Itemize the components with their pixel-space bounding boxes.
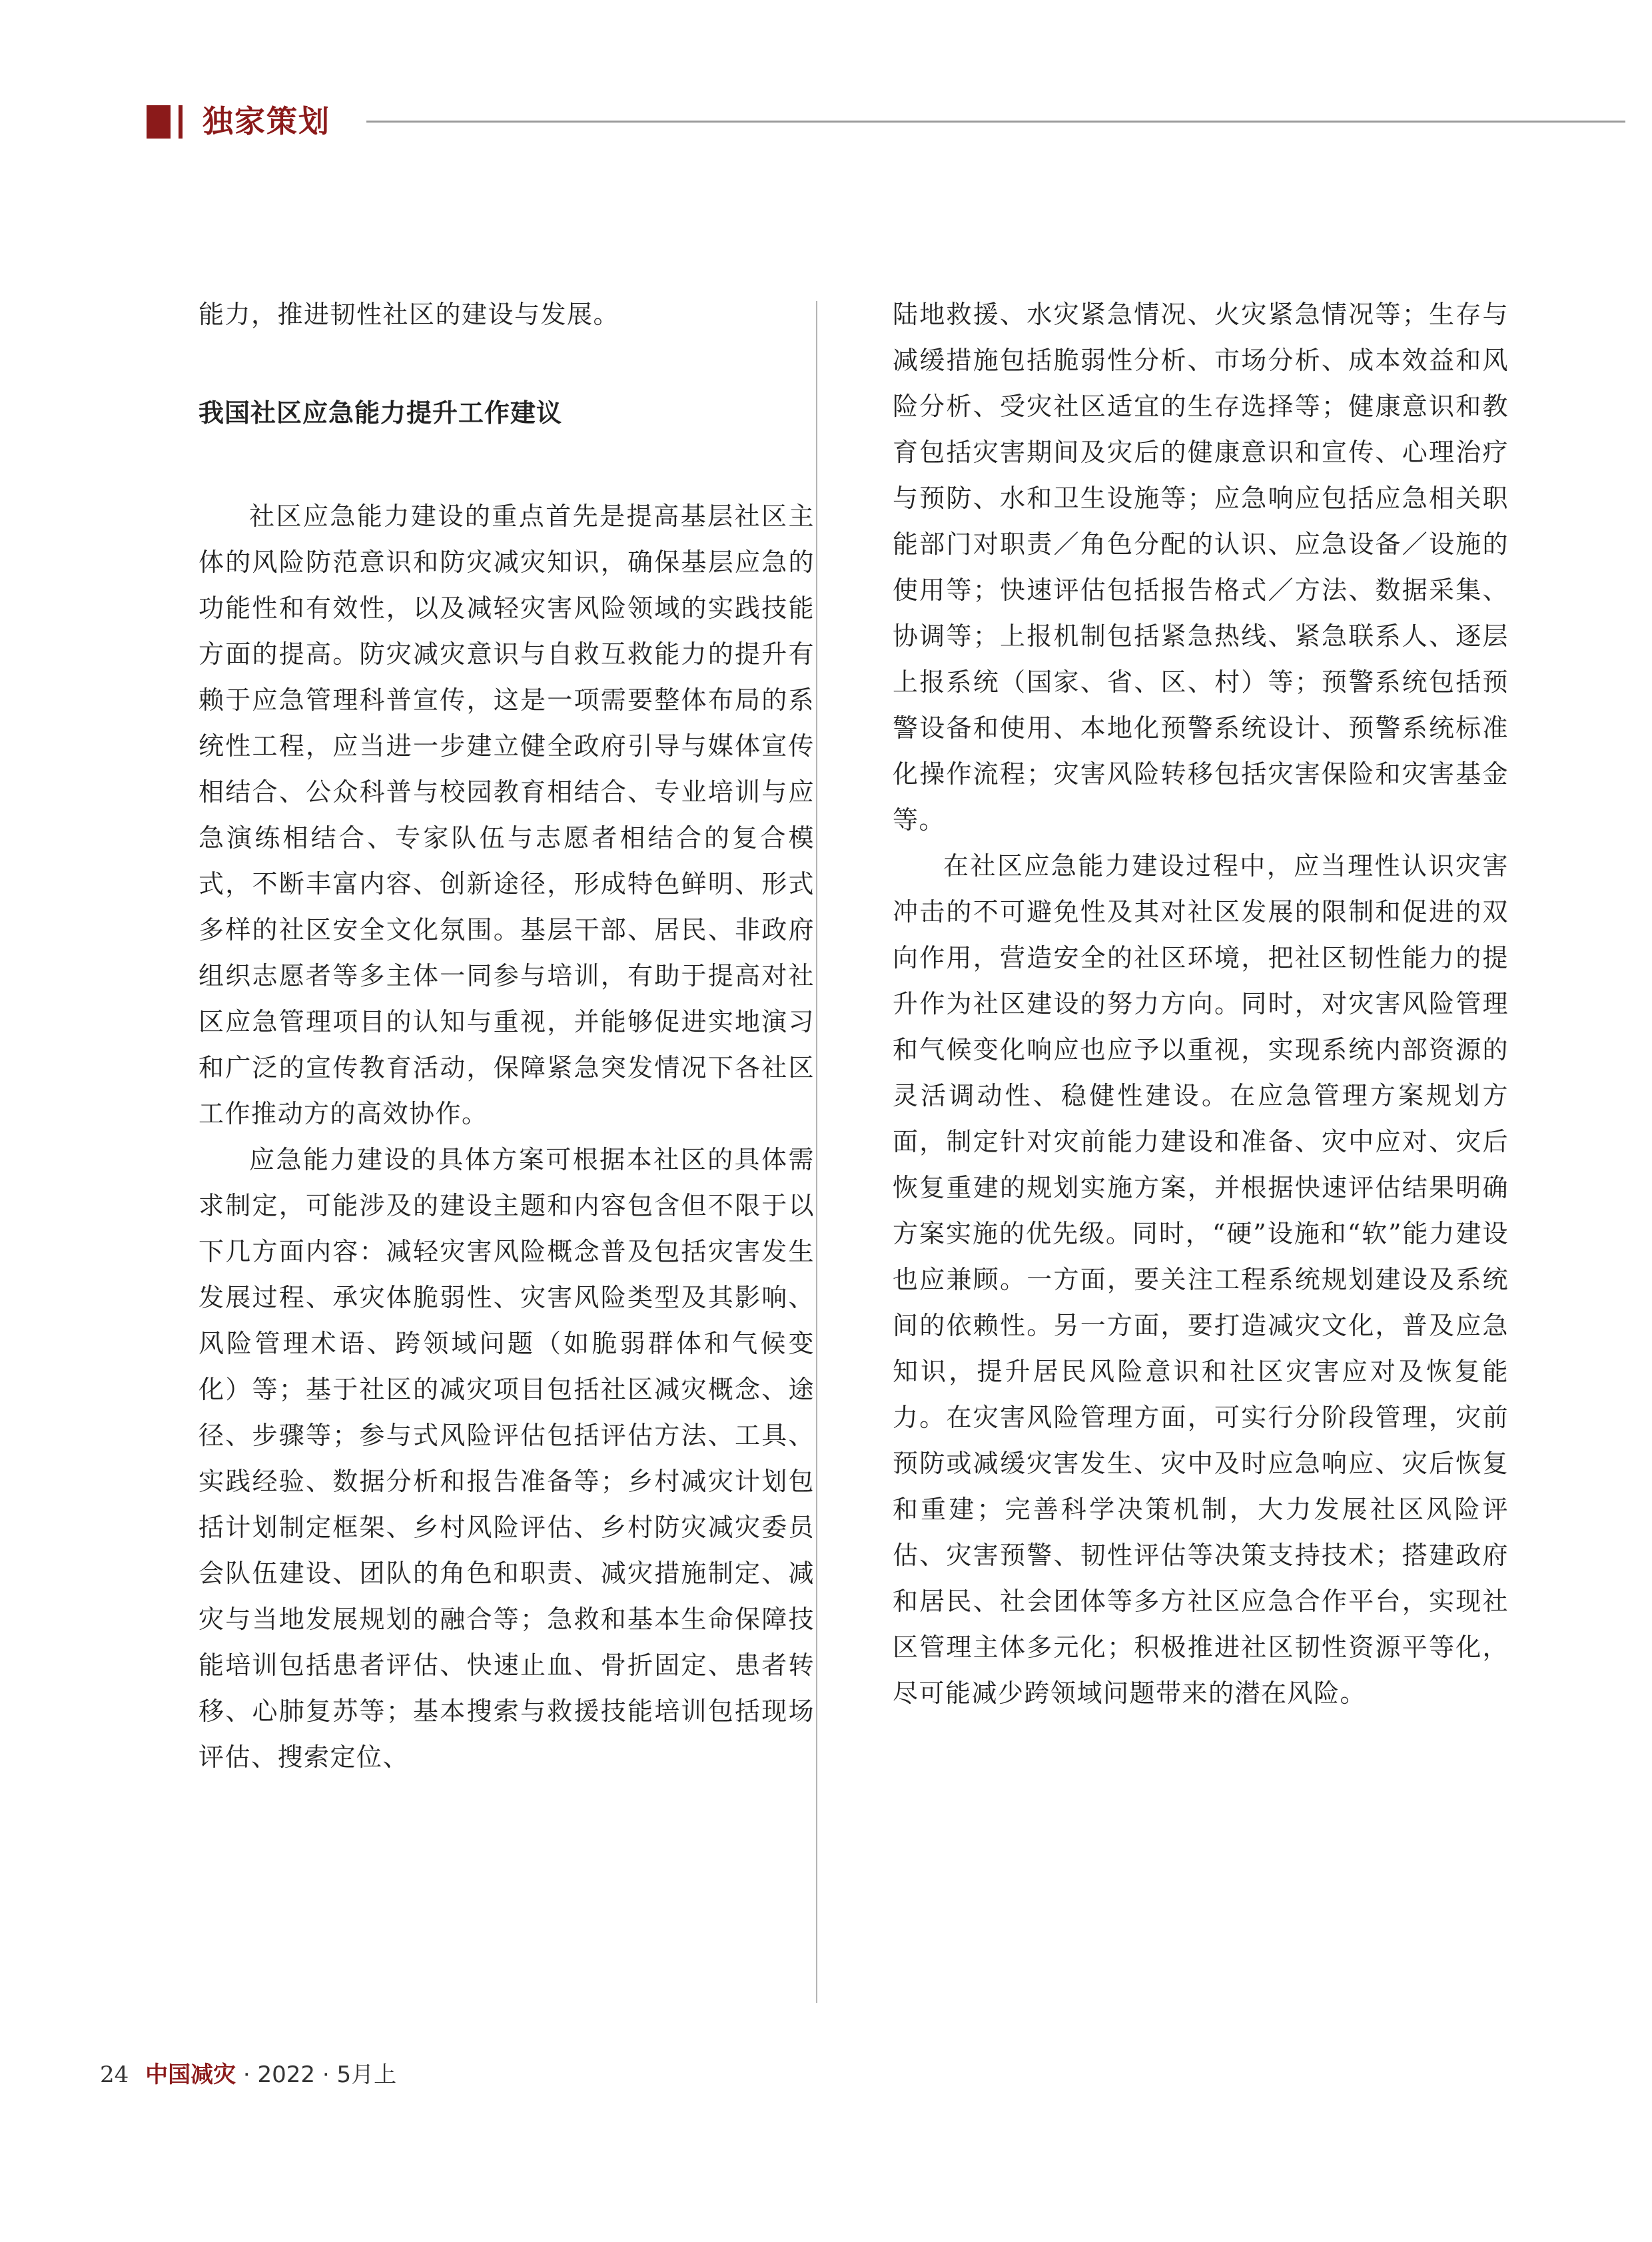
paragraph: 社区应急能力建设的重点首先是提高基层社区主体的风险防范意识和防灾减灾知识，确保基层应急的功能性和有效性，以及减轻灾害风险领域的实践技能方面的提高。防灾减灾意识与自救互救能力的提升有赖于应急管理科普宣传，这是一项需要整体布局的系统性工程，应当进一步建立健全政府引导与媒体宣传相结合、公众科普与校园教育相结合、专业培训与应急演练相结合、专家队伍与志愿者相结合的复合模式，不断丰富内容、创新途径，形成特色鲜明、形式多样的社区安全文化氛围。基层干部、居民、非政府组织志愿者等多主体一同参与培训，有助于提高对社区应急管理项目的认知与重视，并能够促进实地演习和广泛的宣传教育活动，保障紧急突发情况下各社区工作推动方的高效协作。: [199, 502, 815, 1128]
left-column: [199, 292, 815, 1780]
right-column: [893, 292, 1509, 1716]
paragraph: 在社区应急能力建设过程中，应当理性认识灾害冲击的不可避免性及其对社区发展的限制和促进的双向作用，营造安全的社区环境，把社区韧性能力的提升作为社区建设的努力方向。同时，对灾害风险管理和气候变化响应也应予以重视，实现系统内部资源的灵活调动性、稳健性建设。在应急管理方案规划方面，制定针对灾前能力建设和准备、灾中应对、灾后恢复重建的规划实施方案，并根据快速评估结果明确方案实施的优先级。同时，“硬”设施和“软”能力建设也应兼顾。一方面，要关注工程系统规划建设及系统间的依赖性。另一方面，要打造减灾文化，普及应急知识，提升居民风险意识和社区灾害应对及恢复能力。在灾害风险管理方面，可实行分阶段管理，灾前预防或减缓灾害发生、灾中及时应急响应、灾后恢复和重建；完善科学决策机制，大力发展社区风险评估、灾害预警、韧性评估等决策支持技术；搭建政府和居民、社会团体等多方社区应急合作平台，实现社区管理主体多元化；积极推进社区韧性资源平等化，尽可能减少跨领域问题带来的潜在风险。: [893, 851, 1509, 1708]
section-marker-block: [147, 105, 171, 139]
paragraph-continuation: 陆地救援、水灾紧急情况、火灾紧急情况等；生存与减缓措施包括脆弱性分析、市场分析、成本效益和风险分析、受灾社区适宜的生存选择等；健康意识和教育包括灾害期间及灾后的健康意识和宣传、心理治疗与预防、水和卫生设施等；应急响应包括应急相关职能部门对职责／角色分配的认识、应急设备／设施的使用等；快速评估包括报告格式／方法、数据采集、协调等；上报机制包括紧急热线、紧急联系人、逐层上报系统（国家、省、区、村）等；预警系统包括预警设备和使用、本地化预警系统设计、预警系统标准化操作流程；灾害风险转移包括灾害保险和灾害基金等。: [893, 300, 1509, 835]
magazine-name: 中国减灾: [145, 2061, 236, 2088]
section-title: 独家策划: [203, 103, 330, 139]
page-header: [147, 99, 1625, 152]
intro-line: 能力，推进韧性社区的建设与发展。: [199, 300, 620, 329]
page-number: 24: [100, 2061, 129, 2088]
section-marker-bar: [179, 105, 183, 139]
issue-info: · 2022 · 5月上: [242, 2061, 397, 2088]
section-heading: 我国社区应急能力提升工作建议: [199, 398, 563, 428]
column-divider: [816, 301, 817, 2003]
paragraph: 应急能力建设的具体方案可根据本社区的具体需求制定，可能涉及的建设主题和内容包含但不限于以下几方面内容：减轻灾害风险概念普及包括灾害发生发展过程、承灾体脆弱性、灾害风险类型及其影响、风险管理术语、跨领域问题（如脆弱群体和气候变化）等；基于社区的减灾项目包括社区减灾概念、途径、步骤等；参与式风险评估包括评估方法、工具、实践经验、数据分析和报告准备等；乡村减灾计划包括计划制定框架、乡村风险评估、乡村防灾减灾委员会队伍建设、团队的角色和职责、减灾措施制定、减灾与当地发展规划的融合等；急救和基本生命保障技能培训包括患者评估、快速止血、骨折固定、患者转移、心肺复苏等；基本搜索与救援技能培训包括现场评估、搜索定位、: [199, 1145, 815, 1772]
page-footer: [100, 2058, 396, 2091]
header-rule: [366, 121, 1625, 123]
